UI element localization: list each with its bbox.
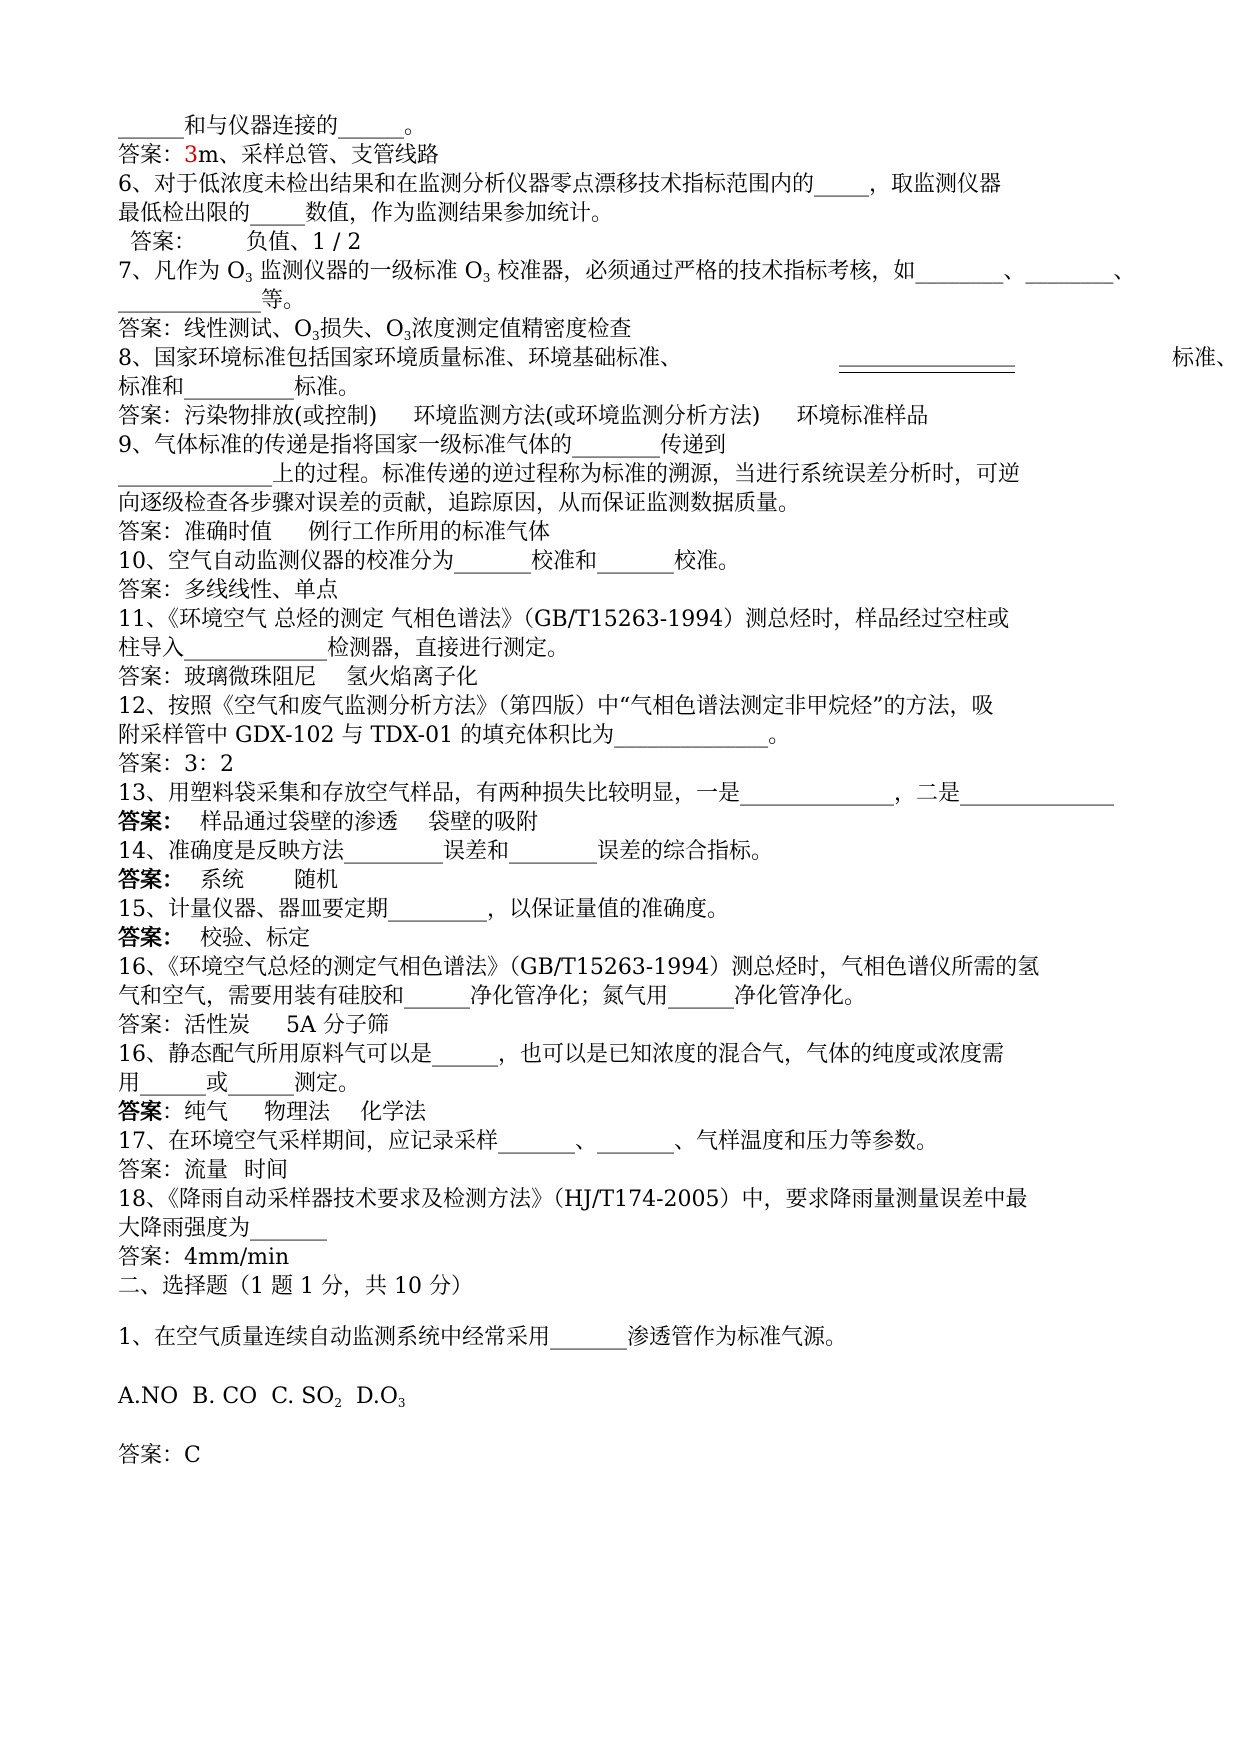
- text: 8、国家环境标准包括国家环境质量标准、环境基础标准、: [118, 346, 682, 371]
- blank: _____: [814, 172, 869, 197]
- text: 校准。: [674, 549, 741, 574]
- blank: ________: [572, 433, 660, 458]
- q12-answer: 答案：3：2: [118, 752, 234, 777]
- blank: ________: [915, 259, 1004, 284]
- q9-answer: [118, 518, 1238, 547]
- q18-line2: [118, 1214, 1238, 1243]
- q5-answer: [118, 141, 1238, 170]
- answer-text: 化学法: [360, 1100, 427, 1125]
- option-d: D.O: [356, 1384, 398, 1409]
- q8-answer: [118, 402, 1238, 431]
- answer-text: 流量: [184, 1158, 229, 1183]
- text: 和与仪器连接的: [184, 114, 339, 139]
- answer-text: m、采样总管、支管线路: [198, 143, 439, 168]
- answer-text: 环境监测方法(或环境监测分析方法): [413, 404, 761, 429]
- q8-line1: [118, 344, 1238, 373]
- answer-text: 时间: [244, 1158, 289, 1183]
- answer-text: 玻璃微珠阻尼: [184, 665, 317, 690]
- blank: ______: [432, 1042, 498, 1067]
- q6-answer: [118, 228, 1238, 257]
- q18-line1: 18、《降雨自动采样器技术要求及检测方法》（HJ/T174-2005）中，要求降雨量测量误差中最: [118, 1187, 1028, 1212]
- text: 测定。: [294, 1071, 361, 1096]
- text: 误差和: [443, 839, 510, 864]
- answer-text: 氢火焰离子化: [346, 665, 479, 690]
- document-page: [118, 112, 1238, 1470]
- q16b-line2: [118, 1069, 1238, 1098]
- text: 校准和: [531, 549, 598, 574]
- text: 6、对于低浓度未检出结果和在监测分析仪器零点漂移技术指标范围内的: [118, 172, 814, 197]
- q15-answer: [118, 924, 1238, 953]
- blank: ______: [118, 114, 184, 139]
- blank: ______________: [740, 781, 894, 806]
- text: 1、在空气质量连续自动监测系统中经常采用: [118, 1325, 550, 1350]
- text: 大降雨强度为: [118, 1216, 251, 1241]
- text: 用: [118, 1071, 141, 1096]
- option-c: C. SO: [271, 1384, 335, 1409]
- answer-text: 准确时值: [184, 520, 273, 545]
- text: 14、准确度是反映方法: [118, 839, 344, 864]
- subscript: 3: [482, 271, 491, 285]
- text: 9、气体标准的传递是指将国家一级标准气体的: [118, 433, 572, 458]
- text: 渗透管作为标准气源。: [627, 1325, 848, 1350]
- text: 校准器，必须通过严格的技术指标考核，如: [490, 259, 916, 284]
- blank: ________: [509, 839, 598, 864]
- answer-text: 样品通过袋壁的渗透: [200, 810, 399, 835]
- answer-text: 随机: [294, 868, 339, 893]
- subscript: 3: [245, 271, 253, 285]
- answer-label: 答案：: [118, 809, 185, 835]
- text: ，取监测仪器: [869, 172, 1002, 197]
- blank: ______: [338, 114, 405, 139]
- q12-line1: 12、按照《空气和废气监测分析方法》（第四版）中“气相色谱法测定非甲烷烃”的方法，吸: [118, 694, 994, 719]
- q14-answer: [118, 866, 1238, 895]
- q7-answer: [118, 315, 1238, 344]
- q7-line2: [118, 286, 1238, 315]
- section-heading: 二、选择题（1 题 1 分，共 10 分）: [118, 1274, 473, 1299]
- text: 数值，作为监测结果参加统计。: [305, 201, 614, 226]
- blank: _______: [498, 1129, 575, 1154]
- text: 、: [1113, 259, 1136, 284]
- q16b-line1: [118, 1040, 1238, 1069]
- text: 传递到: [660, 433, 727, 458]
- blank: ______: [140, 1071, 207, 1096]
- blank: __________: [184, 375, 295, 400]
- q16b-answer: [118, 1098, 1238, 1127]
- text: 上的过程。标准传递的逆过程称为标准的溯源，当进行系统误差分析时，可逆: [272, 462, 1021, 487]
- text: 检测器，直接进行测定。: [327, 636, 570, 661]
- answer-text: 浓度测定值精密度检查: [411, 317, 632, 342]
- answer-text: 答案：线性测试、O: [118, 317, 313, 342]
- mc1-question: [118, 1323, 1238, 1352]
- text: 监测仪器的一级标准 O: [252, 259, 483, 284]
- answer-text: 污染物排放(或控制): [184, 404, 378, 429]
- text: 标准和: [118, 375, 185, 400]
- text: 、: [575, 1129, 598, 1154]
- q16a-answer: [118, 1011, 1238, 1040]
- answer-colon: ：: [162, 1100, 185, 1125]
- answer-text: 纯气: [184, 1100, 229, 1125]
- q11-line2: [118, 634, 1238, 663]
- text: 13、用塑料袋采集和存放空气样品，有两种损失比较明显，一是: [118, 781, 740, 806]
- q6-line1: [118, 170, 1238, 199]
- answer-text: 物理法: [264, 1100, 331, 1125]
- answer-text: 活性炭: [184, 1013, 251, 1038]
- text: 。: [404, 114, 427, 139]
- text: ，也可以是已知浓度的混合气，气体的纯度或浓度需: [498, 1042, 1005, 1067]
- text: 误差的综合指标。: [597, 839, 774, 864]
- q16a-line1: 16、《环境空气总烃的测定气相色谱法》（GB/T15263-1994）测总烃时，气相色谱仪所需的氢: [118, 955, 1040, 980]
- answer-label: 答案：: [118, 1158, 185, 1183]
- answer-text: 袋壁的吸附: [428, 810, 539, 835]
- q14-line1: [118, 837, 1238, 866]
- subscript: 2: [334, 1396, 342, 1410]
- q13-line1: [118, 779, 1238, 808]
- underlined-blank: ________________: [839, 344, 1015, 373]
- q15-line1: [118, 895, 1238, 924]
- blank: _______: [250, 1216, 328, 1241]
- text: 7、凡作为 O: [118, 259, 246, 284]
- text: 标准、: [1171, 346, 1238, 371]
- blank: ______: [668, 984, 735, 1009]
- text: 标准。: [294, 375, 361, 400]
- blank: ______________: [118, 462, 272, 487]
- q10-line1: [118, 547, 1238, 576]
- answer-text: 损失、O: [319, 317, 404, 342]
- answer-text: 系统: [200, 868, 245, 893]
- q11-answer: [118, 663, 1238, 692]
- mc1-options: [118, 1382, 1238, 1411]
- blank: _____: [250, 201, 306, 226]
- text: 15、计量仪器、器皿要定期: [118, 897, 388, 922]
- blank: _________: [388, 897, 487, 922]
- blank: _______: [597, 1129, 675, 1154]
- blank: _____________: [184, 636, 328, 661]
- blank: _______: [597, 549, 675, 574]
- text: 柱导入: [118, 636, 185, 661]
- mc1-answer: 答案：C: [118, 1443, 201, 1468]
- text: 16、静态配气所用原料气可以是: [118, 1042, 432, 1067]
- q6-line2: [118, 199, 1238, 228]
- text: 10、空气自动监测仪器的校准分为: [118, 549, 454, 574]
- answer-text: 5A 分子筛: [286, 1013, 389, 1038]
- answer-label: 答案: [118, 1099, 163, 1125]
- q7-line1: [118, 257, 1238, 286]
- q13-answer: [118, 808, 1238, 837]
- q18-answer: 答案：4mm/min: [118, 1245, 290, 1270]
- q12-line2: [118, 721, 1238, 750]
- q5-continuation: [118, 112, 1238, 141]
- text: 最低检出限的: [118, 201, 251, 226]
- answer-text: 负值、1 / 2: [246, 230, 362, 255]
- subscript: 3: [312, 329, 320, 343]
- text: ，二是: [894, 781, 961, 806]
- subscript: 3: [397, 1396, 406, 1410]
- blank: ________: [1025, 259, 1114, 284]
- text: 净化管净化。: [734, 984, 867, 1009]
- answer-label: 答案：: [118, 143, 185, 168]
- blank: _________: [344, 839, 443, 864]
- q17-line1: [118, 1127, 1238, 1156]
- blank: _______: [550, 1325, 627, 1350]
- answer-label: 答案：: [118, 404, 185, 429]
- text: 净化管净化；氮气用: [470, 984, 669, 1009]
- blank: _______: [454, 549, 531, 574]
- text: ，以保证量值的准确度。: [487, 897, 730, 922]
- answer-label: 答案：: [118, 665, 185, 690]
- q16a-line2: [118, 982, 1238, 1011]
- answer-label: 答案：: [118, 925, 185, 951]
- answer-text: 环境标准样品: [796, 404, 929, 429]
- q10-answer: 答案：多线线性、单点: [118, 578, 339, 603]
- blank: ______________: [614, 723, 769, 748]
- answer-label: 答案：: [118, 867, 185, 893]
- q9-line3: 向逐级检查各步骤对误差的贡献，追踪原因，从而保证监测数据质量。: [118, 491, 801, 516]
- subscript: 3: [403, 329, 412, 343]
- q9-line2: [118, 460, 1238, 489]
- text: 、: [1003, 259, 1026, 284]
- q11-line1: 11、《环境空气 总烃的测定 气相色谱法》（GB/T15263-1994）测总烃时，样品经过空柱或: [118, 607, 1010, 632]
- answer-label: 答案：: [130, 230, 197, 255]
- text: 或: [206, 1071, 229, 1096]
- answer-text: 例行工作所用的标准气体: [308, 520, 551, 545]
- text: 附采样管中 GDX-102 与 TDX-01 的填充体积比为: [118, 723, 615, 748]
- q9-line1: [118, 431, 1238, 460]
- answer-number: 3: [184, 143, 199, 168]
- blank: _____________: [118, 288, 261, 313]
- text: 等。: [261, 288, 306, 313]
- answer-label: 答案：: [118, 1013, 185, 1038]
- answer-label: 答案：: [118, 520, 185, 545]
- q17-answer: [118, 1156, 1238, 1185]
- q8-line2: [118, 373, 1238, 402]
- text: 17、在环境空气采样期间，应记录采样: [118, 1129, 498, 1154]
- blank: ______________: [960, 781, 1115, 806]
- blank: ______: [404, 984, 471, 1009]
- answer-text: 校验、标定: [200, 926, 311, 951]
- text: 。: [768, 723, 791, 748]
- text: 气和空气，需要用装有硅胶和: [118, 984, 405, 1009]
- option-b: B. CO: [192, 1384, 258, 1409]
- option-a: A.NO: [118, 1384, 179, 1409]
- blank: ______: [228, 1071, 295, 1096]
- text: 、气样温度和压力等参数。: [674, 1129, 939, 1154]
